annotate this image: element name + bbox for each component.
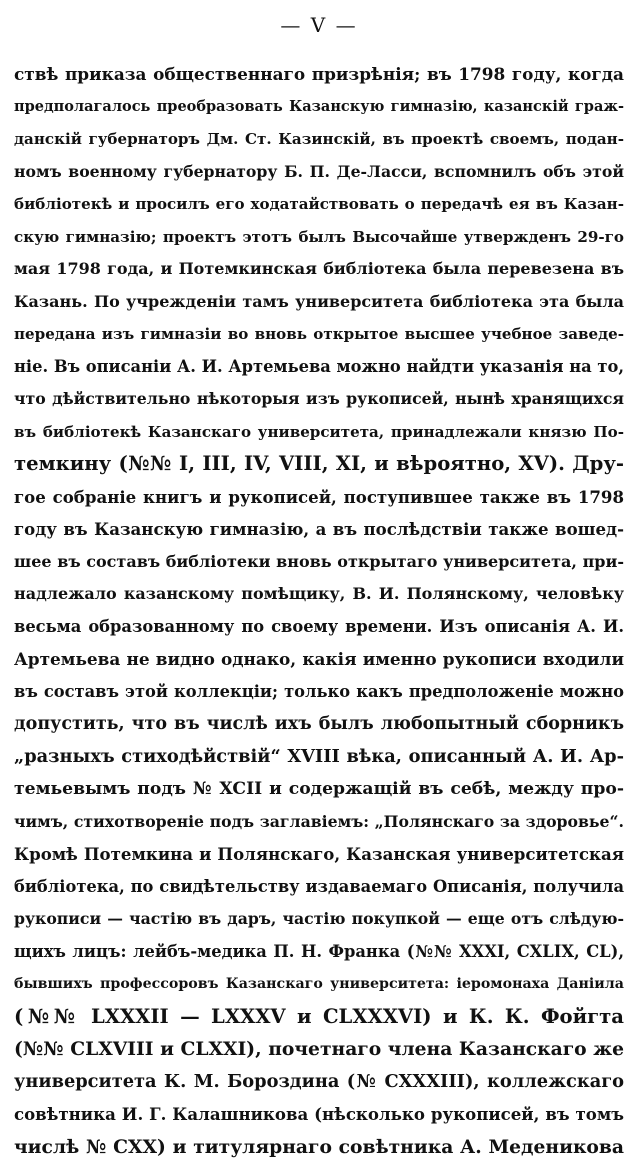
text-line: совѣтника И. Г. Калашникова (нѣсколько рукописей, въ томъ (14, 1098, 624, 1131)
text-line: въ составъ этой коллекціи; только какъ предположеніе можно (14, 676, 624, 709)
text-line: бывшихъ профессоровъ Казанскаго университета: іеромонаха Даніила (14, 968, 624, 1001)
text-line: предполагалось преобразовать Казанскую гимназію, казанскій граж- (14, 91, 624, 124)
body-text (14, 50, 624, 1163)
text-line: „разныхъ стиходѣйствій“ XVIII вѣка, описанный А. И. Ар- (14, 741, 624, 774)
text-line: году въ Казанскую гимназію, а въ послѣдствіи также вошед- (14, 513, 624, 546)
text-line: библіотека, по свидѣтельству издаваемаго Описанія, получила (14, 871, 624, 904)
text-line: передана изъ гимназіи во вновь открытое высшее учебное заведе- (14, 318, 624, 351)
text-line: щихъ лицъ: лейбъ-медика П. Н. Франка (№№ XXXI, CXLIX, CL), (14, 936, 624, 969)
text-line: Казань. По учрежденіи тамъ университета библіотека эта была (14, 286, 624, 319)
text-line: (№№ CLXVIII и CLXXI), почетнаго члена Казанскаго же (14, 1033, 624, 1066)
text-line: темьевымъ подъ № XCII и содержащій въ себѣ, между про- (14, 773, 624, 806)
text-line: (№№ LXXXII — LXXXV и CLXXXVI) и К. К. Фойгта (14, 1001, 624, 1034)
text-line: рукописи — частію въ даръ, частію покупкой — еще отъ слѣдую- (14, 903, 624, 936)
text-line: Кромѣ Потемкина и Полянскаго, Казанская университетская (14, 838, 624, 871)
text-line: шее въ составъ библіотеки вновь открытаго университета, при- (14, 546, 624, 579)
text-line: данскій губернаторъ Дм. Ст. Казинскій, въ проектѣ своемъ, подан- (14, 123, 624, 156)
text-line: мая 1798 года, и Потемкинская библіотека была перевезена въ (14, 253, 624, 286)
text-line: скую гимназію; проектъ этотъ былъ Высочайше утвержденъ 29-го (14, 221, 624, 254)
text-line: Артемьева не видно однако, какія именно рукописи входили (14, 643, 624, 676)
text-line: чимъ, стихотвореніе подъ заглавіемъ: „Полянскаго за здоровье“. (14, 806, 624, 839)
text-line: что дѣйствительно нѣкоторыя изъ рукописей, нынѣ хранящихся (14, 383, 624, 416)
text-line: числѣ № CXX) и титулярнаго совѣтника А. Меденикова (14, 1131, 624, 1163)
text-line: въ библіотекѣ Казанскаго университета, принадлежали князю По- (14, 416, 624, 449)
text-line: университета К. М. Бороздина (№ CXXXIII), коллежскаго (14, 1066, 624, 1099)
text-line: номъ военному губернатору Б. П. Де-Ласси, вспомнилъ объ этой (14, 156, 624, 189)
text-line: темкину (№№ I, III, IV, VIII, XI, и вѣроятно, XV). Дру- (14, 448, 624, 481)
text-line: ствѣ приказа общественнаго призрѣнія; въ 1798 году, когда (14, 58, 624, 91)
text-line: библіотекѣ и просилъ его ходатайствовать о передачѣ ея въ Казан- (14, 188, 624, 221)
text-line: весьма образованному по своему времени. Изъ описанія А. И. (14, 611, 624, 644)
text-line: надлежало казанскому помѣщику, В. И. Полянскому, человѣку (14, 578, 624, 611)
text-line: ніе. Въ описаніи А. И. Артемьева можно найдти указанія на то, (14, 351, 624, 384)
text-line: гое собраніе книгъ и рукописей, поступившее также въ 1798 (14, 481, 624, 514)
text-line: допустить, что въ числѣ ихъ былъ любопытный сборникъ (14, 708, 624, 741)
page-number: — V — (14, 0, 624, 50)
